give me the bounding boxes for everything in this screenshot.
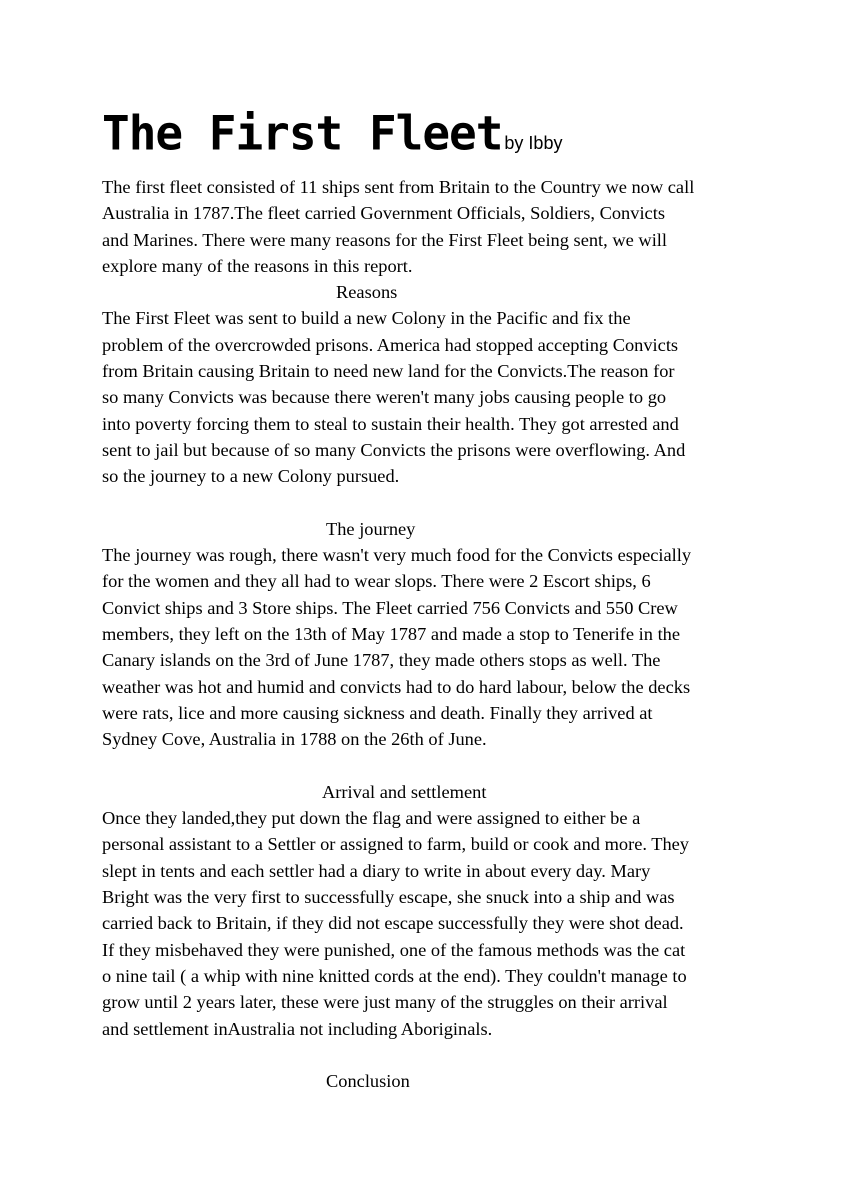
author-byline: by Ibby (504, 133, 563, 153)
text-line: The first fleet consisted of 11 ships sent from Britain to the Country we now call (102, 177, 695, 197)
text-line: from Britain causing Britain to need new land for the Convicts.The reason for (102, 361, 675, 382)
text-line: sent to jail but because of so many Convicts the prisons were overflowing. And (102, 439, 686, 460)
arrival-paragraph (102, 805, 762, 1042)
text-line: Once they landed,they put down the flag and were assigned to either be a (102, 808, 641, 829)
section-heading-reasons: Reasons (336, 282, 398, 303)
text-line: slept in tents and each settler had a diary to write in about every day. Mary (102, 860, 651, 881)
intro-paragraph (102, 174, 762, 279)
text-line: The First Fleet was sent to build a new Colony in the Pacific and fix the (102, 308, 631, 329)
text-line: were rats, lice and more causing sickness and death. Finally they arrived at (102, 702, 653, 723)
text-line: Sydney Cove, Australia in 1788 on the 26th of June. (102, 729, 487, 750)
text-line: so many Convicts was because there weren't many jobs causing people to go (102, 387, 667, 408)
text-line: Australia in 1787.The fleet carried Government Officials, Soldiers, Convicts (102, 203, 665, 224)
text-line: so the journey to a new Colony pursued. (102, 466, 400, 487)
journey-paragraph (102, 542, 762, 752)
reasons-paragraph (102, 305, 762, 489)
text-line: and settlement inAustralia not including Aboriginals. (102, 1018, 493, 1039)
text-line: Convict ships and 3 Store ships. The Fleet carried 756 Convicts and 550 Crew (102, 597, 678, 618)
text-line: Canary islands on the 3rd of June 1787, they made others stops as well. The (102, 650, 661, 671)
document-body (102, 174, 762, 1094)
text-line: for the women and they all had to wear slops. There were 2 Escort ships, 6 (102, 571, 651, 592)
blank-line (102, 1042, 762, 1068)
text-line: into poverty forcing them to steal to sustain their health. They got arrested and (102, 413, 679, 434)
text-line: problem of the overcrowded prisons. America had stopped accepting Convicts (102, 334, 679, 355)
text-line: Bright was the very first to successfully escape, she snuck into a ship and was (102, 887, 675, 908)
text-line: The journey was rough, there wasn't very much food for the Convicts especially (102, 545, 692, 566)
text-line: explore many of the reasons in this report. (102, 255, 413, 276)
section-heading-conclusion: Conclusion (326, 1071, 410, 1092)
blank-line (102, 753, 762, 779)
section-heading-arrival: Arrival and settlement (322, 781, 487, 802)
blank-line (102, 490, 762, 516)
text-line: o nine tail ( a whip with nine knitted cords at the end). They couldn't manage to (102, 965, 687, 986)
text-line: and Marines. There were many reasons for the First Fleet being sent, we will (102, 229, 668, 250)
title-row (102, 105, 563, 161)
text-line: grow until 2 years later, these were just many of the struggles on their arrival (102, 992, 668, 1013)
text-line: carried back to Britain, if they did not escape successfully they were shot dead. (102, 913, 684, 934)
text-line: personal assistant to a Settler or assigned to farm, build or cook and more. They (102, 834, 690, 855)
text-line: If they misbehaved they were punished, one of the famous methods was the cat (102, 939, 686, 960)
text-line: members, they left on the 13th of May 1787 and made a stop to Tenerife in the (102, 624, 681, 645)
document-title: The First Fleet (102, 105, 503, 161)
section-heading-journey: The journey (326, 518, 416, 539)
text-line: weather was hot and humid and convicts had to do hard labour, below the decks (102, 676, 691, 697)
